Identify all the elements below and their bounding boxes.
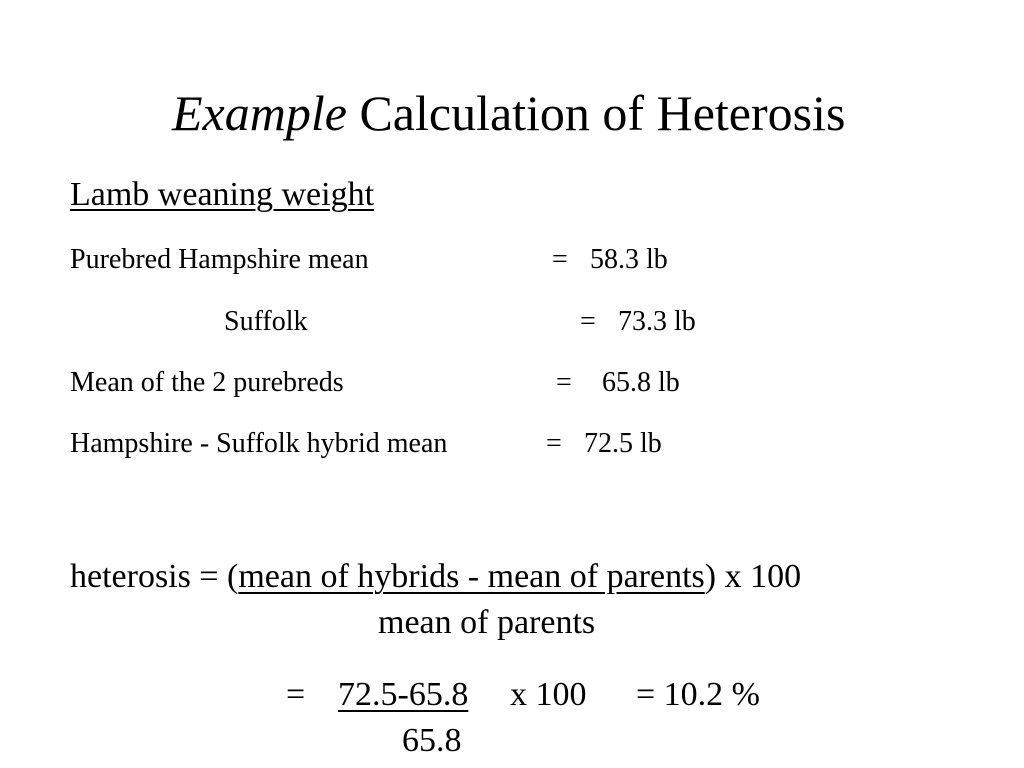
row-value-hampshire: 58.3 lb (590, 244, 668, 275)
formula-suffix: ) x 100 (704, 558, 802, 595)
row-value-suffolk: 73.3 lb (618, 306, 696, 337)
slide-title (172, 85, 846, 141)
slide-title-italic: Example (172, 85, 347, 141)
calc-numerator: 72.5-65.8 (338, 676, 469, 713)
row-equals-mean-purebreds: = (556, 367, 572, 398)
row-equals-suffolk: = (580, 306, 596, 337)
slide-title-rest: Calculation of Heterosis (346, 85, 846, 141)
calc-times: x 100 (510, 676, 587, 713)
calc-equals: = (286, 676, 306, 713)
row-value-hybrid-mean: 72.5 lb (584, 428, 662, 459)
formula-denominator: mean of parents (378, 604, 596, 641)
formula-prefix: heterosis = ( (70, 558, 239, 595)
row-label-mean-purebreds: Mean of the 2 purebreds (70, 367, 344, 398)
row-label-hybrid-mean: Hampshire - Suffolk hybrid mean (70, 428, 448, 459)
formula-numerator: mean of hybrids - mean of parents (238, 558, 705, 595)
row-label-hampshire: Purebred Hampshire mean (70, 244, 369, 275)
row-equals-hybrid-mean: = (546, 428, 562, 459)
section-heading: Lamb weaning weight (70, 176, 375, 213)
row-equals-hampshire: = (552, 244, 568, 275)
row-label-suffolk: Suffolk (224, 306, 308, 337)
calc-result: = 10.2 % (636, 676, 760, 713)
calc-denominator: 65.8 (402, 722, 462, 759)
heterosis-formula (70, 560, 801, 594)
row-value-mean-purebreds: 65.8 lb (602, 367, 680, 398)
